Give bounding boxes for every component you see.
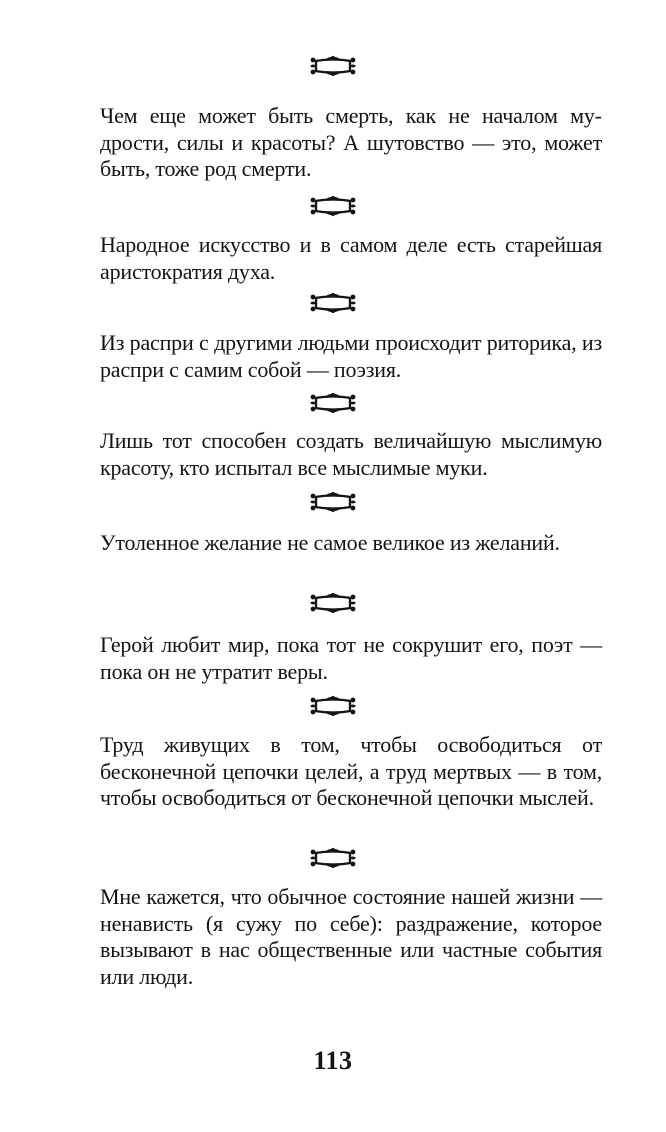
page-number: 113 bbox=[313, 1046, 353, 1075]
ornament-divider-icon bbox=[303, 490, 363, 514]
aphorism-paragraph: Мне кажется, что обычное состояние нашей жизни — ненависть (я сужу по себе): раздражение, которое вызывают в нас общественные или частные события или люди. bbox=[100, 884, 602, 989]
aphorism-paragraph: Лишь тот способен создать величайшую мыслимую красоту, кто испытал все мыслимые муки. bbox=[100, 428, 602, 480]
aphorism-paragraph: Труд живущих в том, чтобы освободиться от бесконечной цепочки целей, а труд мертвых — в том, чтобы освободиться от бесконечной цепочки мыслей. bbox=[100, 732, 602, 811]
aphorism-paragraph: Чем еще может быть смерть, как не началом мудрости, силы и красоты? А шутовство — это, может быть, тоже род смерти. bbox=[100, 103, 602, 182]
ornament-divider-icon bbox=[303, 54, 363, 78]
ornament-divider-icon bbox=[303, 591, 363, 615]
aphorism-paragraph: Из распри с другими людьми происходит риторика, из распри с самим собой — поэзия. bbox=[100, 330, 602, 382]
ornament-divider-icon bbox=[303, 391, 363, 415]
ornament-divider-icon bbox=[303, 194, 363, 218]
ornament-divider-icon bbox=[303, 694, 363, 718]
aphorism-paragraph: Утоленное желание не самое великое из желаний. bbox=[100, 530, 560, 555]
ornament-divider-icon bbox=[303, 291, 363, 315]
ornament-divider-icon bbox=[303, 846, 363, 870]
aphorism-paragraph: Герой любит мир, пока тот не сокрушит его, поэт — пока он не утратит веры. bbox=[100, 632, 602, 684]
aphorism-paragraph: Народное искусство и в самом деле есть старейшая аристократия духа. bbox=[100, 232, 602, 284]
